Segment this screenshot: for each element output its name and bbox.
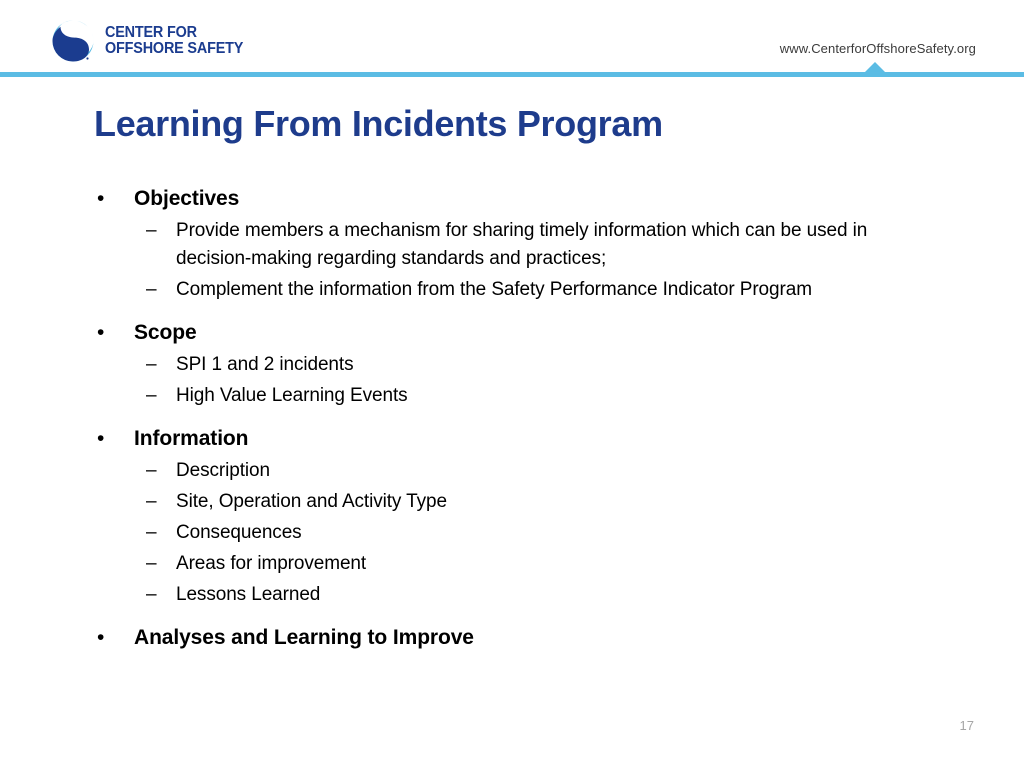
bullet-level1-label: Analyses and Learning to Improve (134, 626, 474, 649)
bullet-level2-label: High Value Learning Events (176, 385, 408, 406)
bullet-level1 (94, 623, 954, 653)
slide-body (94, 184, 954, 653)
bullet-level2 (94, 581, 954, 609)
bullet-level2 (94, 217, 954, 273)
organization-logo (50, 18, 254, 64)
bullet-marker-icon: • (97, 427, 105, 450)
bullet-group (94, 424, 954, 609)
offshore-safety-wave-logo-icon (50, 18, 96, 64)
bullet-level2-label: Description (176, 460, 270, 481)
bullet-level1 (94, 424, 954, 454)
bullet-marker-icon: • (97, 626, 105, 649)
wordmark-line-2: OFFSHORE SAFETY (105, 40, 244, 57)
bullet-level2-label: Complement the information from the Safety Performance Indicator Program (176, 279, 812, 300)
bullet-level1 (94, 184, 954, 214)
website-url: www.CenterforOffshoreSafety.org (779, 41, 976, 56)
bullet-dash-icon: – (146, 491, 157, 512)
bullet-level2-label: Site, Operation and Activity Type (176, 491, 447, 512)
bullet-dash-icon: – (146, 354, 157, 375)
bullet-level1-label: Information (134, 427, 249, 450)
bullet-level2-label: Areas for improvement (176, 553, 367, 574)
bullet-level1 (94, 318, 954, 348)
page-title: Learning From Incidents Program (94, 103, 663, 144)
bullet-level2 (94, 351, 954, 379)
wordmark-line-1: CENTER FOR (105, 24, 197, 42)
bullet-level2-label: Provide members a mechanism for sharing timely information which can be used in decision-making regarding standards and practices; (176, 220, 868, 269)
bullet-dash-icon: – (146, 220, 157, 241)
divider-triangle-accent (864, 62, 886, 73)
bullet-marker-icon: • (97, 187, 105, 210)
bullet-marker-icon: • (97, 321, 105, 344)
bullet-dash-icon: – (146, 553, 157, 574)
bullet-level1-label: Objectives (134, 187, 240, 210)
bullet-level2-label: SPI 1 and 2 incidents (176, 354, 354, 375)
bullet-dash-icon: – (146, 460, 157, 481)
bullet-level2-label: Consequences (176, 522, 302, 543)
bullet-group (94, 318, 954, 410)
bullet-level2 (94, 550, 954, 578)
bullet-group (94, 184, 954, 304)
bullet-level2 (94, 488, 954, 516)
bullet-dash-icon: – (146, 279, 157, 300)
bullet-level2 (94, 457, 954, 485)
bullet-dash-icon: – (146, 584, 157, 605)
organization-wordmark (105, 25, 243, 57)
page-number: 17 (959, 718, 974, 733)
bullet-level1-label: Scope (134, 321, 197, 344)
bullet-level2 (94, 382, 954, 410)
bullet-level2 (94, 519, 954, 547)
bullet-level2 (94, 276, 954, 304)
bullet-group (94, 623, 954, 653)
bullet-dash-icon: – (146, 522, 157, 543)
bullet-dash-icon: – (146, 385, 157, 406)
bullet-level2-label: Lessons Learned (176, 584, 321, 605)
